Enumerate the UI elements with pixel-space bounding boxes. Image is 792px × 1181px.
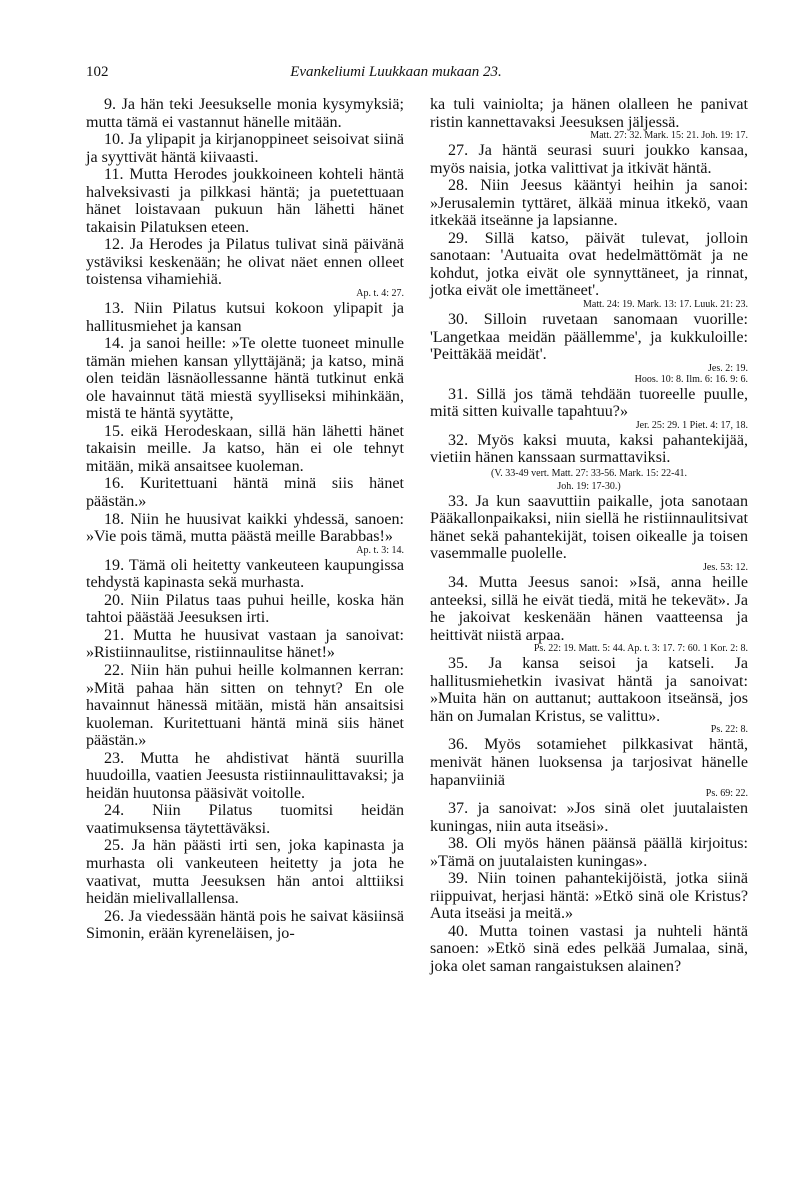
verse-40: 40. Mutta toinen vastasi ja nuhteli häntä sanoen: »Etkö sinä edes pelkää Jumalaa, sinä, joka olet saman rangaistuksen alainen? — [430, 922, 748, 975]
verse-9: 9. Ja hän teki Jeesukselle monia kysymyksiä; mutta tämä ei vastannut hänelle mitään. — [86, 96, 404, 131]
verse-10: 10. Ja ylipapit ja kirjanoppineet seisoivat siinä ja syyttivät häntä kiivaasti. — [86, 131, 404, 166]
verse-29-reference: Matt. 24: 19. Mark. 13: 17. Luuk. 21: 23. — [583, 299, 748, 311]
verse-11: 11. Mutta Herodes joukkoineen kohteli häntä halveksivasti ja pilkkasi häntä; ja puetettuaan hänet loistavaan pukuun hän lähetti hänet takaisin Pilatuksen eteen. — [86, 166, 404, 236]
verse-33-reference: Jes. 53: 12. — [703, 562, 748, 574]
verse-31: 31. Sillä jos tämä tehdään tuoreelle puulle, mitä sitten kuivalle tapahtuu?» — [430, 385, 748, 421]
verse-34: 34. Mutta Jeesus sanoi: »Isä, anna heille anteeksi, sillä he eivät tiedä, mitä he tekevät». Ja he jakoivat keskenään hänen vaatteensa ja heittivät niistä arpaa. — [430, 574, 748, 644]
verse-30-reference-2: Hoos. 10: 8. Ilm. 6: 16. 9: 6. — [634, 373, 748, 385]
verse-26-reference: Matt. 27: 32. Mark. 15: 21. Joh. 19: 17. — [590, 130, 748, 142]
verse-12: 12. Ja Herodes ja Pilatus tulivat sinä päivänä ystäviksi keskenään; he olivat näet ennen olleet toistensa vihamiehiä. — [86, 236, 404, 289]
verse-36-reference: Ps. 69: 22. — [705, 788, 748, 800]
verse-34-reference: Ps. 22: 19. Matt. 5: 44. Ap. t. 3: 17. 7: 60. 1 Kor. 2: 8. — [533, 643, 748, 655]
verse-18: 18. Niin he huusivat kaikki yhdessä, sanoen: »Vie pois tämä, mutta päästä meille Barabbas!» — [86, 510, 404, 546]
verse-35: 35. Ja kansa seisoi ja katseli. Ja hallitusmiehetkin ivasivat häntä ja sanoivat: »Muita hän on auttanut; auttakoon itseänsä, jos hän on Jumalan Kristus, se valittu». — [430, 655, 748, 725]
verse-39: 39. Niin toinen pahantekijöistä, jotka siinä riippuivat, herjasi häntä: »Etkö sinä ole Kristus? Auta itseäsi ja meitä.» — [430, 870, 748, 923]
verse-14: 14. ja sanoi heille: »Te olette tuoneet minulle tämän miehen kansan yllyttäjänä; ja katso, minä olen teidän läsnäollessanne häntä tutkinut enkä ole havainnut tätä miestä syylliseksi mihinkään, mistä te häntä syytätte, — [86, 335, 404, 423]
verse-30: 30. Silloin ruvetaan sanomaan vuorille: 'Langetkaa meidän päällemme', ja kukkuloille: 'Peittäkää meidät'. — [430, 311, 748, 364]
verse-31-reference: Jer. 25: 29. 1 Piet. 4: 17, 18. — [635, 419, 748, 431]
right-column — [430, 96, 748, 976]
verse-30-reference-1: Jes. 2: 19. — [708, 362, 748, 374]
verse-15: 15. eikä Herodeskaan, sillä hän lähetti hänet takaisin meille. Ja katso, hän ei ole tehnyt mitään, mikä ansaitsee kuoleman. — [86, 422, 404, 475]
verse-24: 24. Niin Pilatus tuomitsi heidän vaatimuksensa täytettäväksi. — [86, 802, 404, 837]
verse-12-reference: Ap. t. 4: 27. — [356, 288, 404, 300]
verse-20: 20. Niin Pilatus taas puhui heille, koska hän tahtoi päästää Jeesuksen irti. — [86, 591, 404, 627]
page-number: 102 — [86, 64, 109, 80]
verse-25: 25. Ja hän päästi irti sen, joka kapinasta ja murhasta oli vankeuteen heitetty ja jota he vaativat, mutta Jeesuksen hän antoi alttiiksi heidän mielivallallensa. — [86, 837, 404, 908]
verse-26-continued: ka tuli vainiolta; ja hänen olalleen he panivat ristin kannettavaksi Jeesuksen jäljessä. — [430, 96, 748, 131]
verse-33: 33. Ja kun saavuttiin paikalle, jota sanotaan Pääkallonpaikaksi, niin siellä he ristiinnaulitsivat hänet sekä pahantekijät, toisen oikealle ja toisen vasemmalle puolelle. — [430, 492, 748, 563]
verse-36: 36. Myös sotamiehet pilkkasivat häntä, menivät hänen luoksensa ja tarjosivat hänelle hapanviiniä — [430, 736, 748, 789]
running-title: Evankeliumi Luukkaan mukaan 23. — [290, 64, 502, 80]
verse-21: 21. Mutta he huusivat vastaan ja sanoivat: »Ristiinnaulitse, ristiinnaulitse hänet!» — [86, 626, 404, 662]
verse-26: 26. Ja viedessään häntä pois he saivat käsiinsä Simonin, erään kyreneläisen, jo- — [86, 907, 404, 943]
cross-reference-line-2: Joh. 19: 17-30.) — [557, 480, 621, 492]
cross-reference-line-1: (V. 33-49 vert. Matt. 27: 33-56. Mark. 15: 22-41. — [491, 467, 687, 479]
verse-28: 28. Niin Jeesus kääntyi heihin ja sanoi: »Jerusalemin tyttäret, älkää minua itkekö, vaan itkekää itseänne ja lapsianne. — [430, 177, 748, 230]
verse-18-reference: Ap. t. 3: 14. — [356, 544, 404, 556]
verse-22: 22. Niin hän puhui heille kolmannen kerran: »Mitä pahaa hän sitten on tehnyt? En ole havainnut hänessä mitään, mistä hän ansaitsisi kuoleman. Kuritettuani häntä minä siis hänet päästän.» — [86, 661, 404, 750]
verse-19: 19. Tämä oli heitetty vankeuteen kaupungissa tehdystä kapinasta sekä murhasta. — [86, 556, 404, 592]
verse-23: 23. Mutta he ahdistivat häntä suurilla huudoilla, vaatien Jeesusta ristiinnaulittavaksi; ja heidän huutonsa pääsivät voitolle. — [86, 749, 404, 802]
verse-27: 27. Ja häntä seurasi suuri joukko kansaa, myös naisia, jotka valittivat ja itkivät häntä. — [430, 142, 748, 177]
verse-35-reference: Ps. 22: 8. — [710, 724, 748, 736]
left-column — [86, 96, 404, 943]
verse-13: 13. Niin Pilatus kutsui kokoon ylipapit ja hallitusmiehet ja kansan — [86, 300, 404, 335]
verse-32: 32. Myös kaksi muuta, kaksi pahantekijää, vietiin hänen kanssaan surmattaviksi. — [430, 431, 748, 467]
verse-16: 16. Kuritettuani häntä minä siis hänet päästän.» — [86, 475, 404, 511]
verse-37: 37. ja sanoivat: »Jos sinä olet juutalaisten kuningas, niin auta itseäsi». — [430, 800, 748, 835]
verse-38: 38. Oli myös hänen päänsä päällä kirjoitus: »Tämä on juutalaisten kuningas». — [430, 835, 748, 870]
verse-29: 29. Sillä katso, päivät tulevat, jolloin sanotaan: 'Autuaita ovat hedelmättömät ja ne kohdut, jotka eivät ole synnyttäneet, ja rinnat, jotka eivät ole imettäneet'. — [430, 229, 748, 300]
